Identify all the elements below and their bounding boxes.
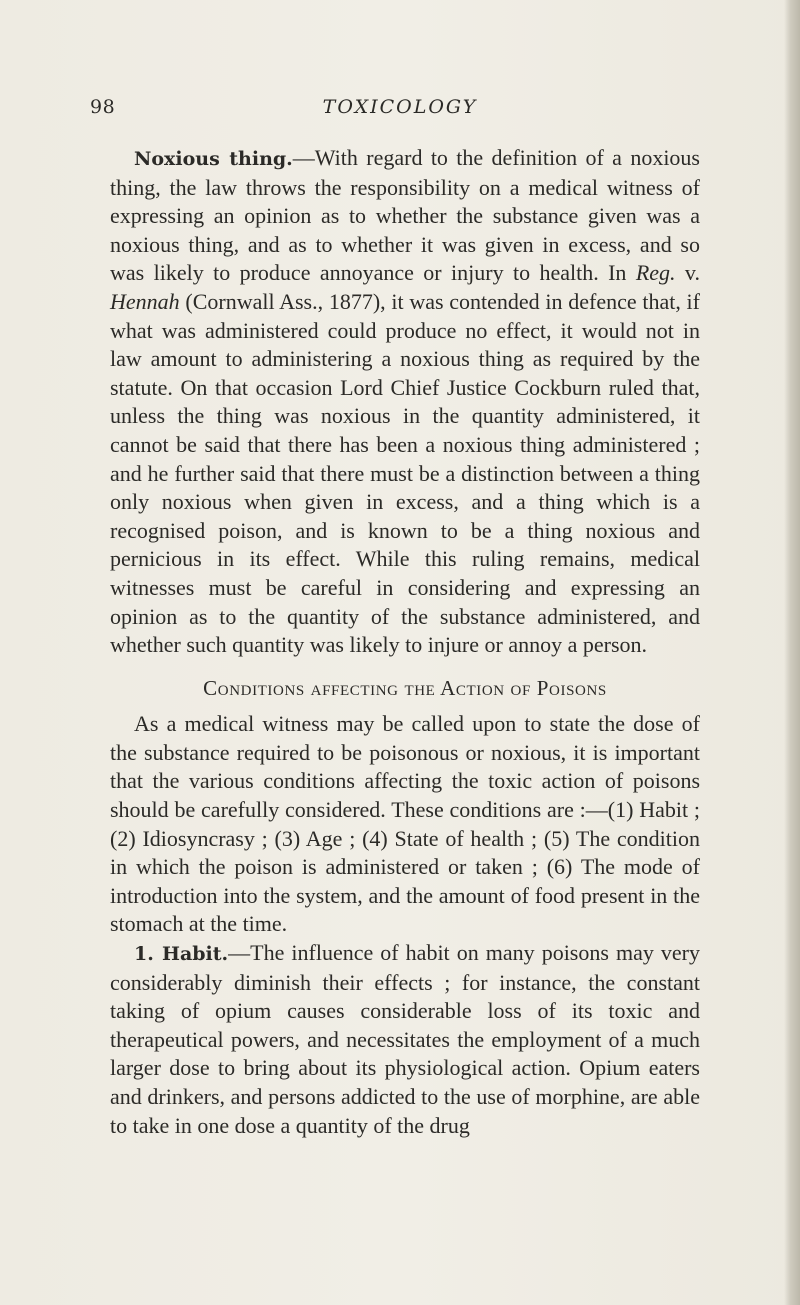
section-heading: Conditions affecting the Action of Poisons [203, 675, 607, 700]
case-name: Hennah [110, 288, 180, 314]
page-number: 98 [90, 96, 116, 118]
paragraph-conditions: As a medical witness may be called upon to state the dose of the substance required to be poisonous or noxious, it is important that the various conditions affecting the toxic action of poisons should be carefully considered. These conditions are :—(1) Habit ; (2) Idiosyncrasy ; (3) Age ; (4) State of health ; (5) The condition in which the poison is administered or taken ; (6) The mode of introduction into the system, and the amount of food present in the stomach at the time. [110, 711, 700, 937]
paragraph-habit [110, 939, 700, 1140]
page-edge-shadow [784, 0, 800, 1305]
case-name: Reg. [635, 260, 676, 286]
run-in-heading: Noxious thing. [134, 148, 293, 170]
body-text [110, 144, 700, 1140]
paragraph-noxious-thing [110, 144, 700, 660]
paragraph-text: —With regard to the definition of a noxious thing, the law throws the responsibility on a medical witness of expressing an opinion as to whether the substance given was a noxious thing, and as to whether it was given in excess, and so was likely to produce annoyance or injury to health. In [110, 145, 700, 286]
page-header [0, 96, 800, 126]
paragraph-text: —The influence of habit on many poisons may very considerably diminish their effects ; for instance, the constant taking of opium causes considerable loss of its toxic and therapeutical powers, and necessitates the employment of a much larger dose to bring about its physiological action. Opium eaters and drinkers, and persons addicted to the use of morphine, are able to take in one dose a quantity of the drug [110, 940, 700, 1138]
run-in-heading: 1. Habit. [134, 943, 229, 966]
paragraph-text: (Cornwall Ass., 1877), it was contended in defence that, if what was administered could produce no effect, it would not in law amount to administering a noxious thing as required by the statute. On that occasion Lord Chief Justice Cockburn ruled that, unless the thing was noxious in the quantity administered, it cannot be said that there has been a noxious thing administered ; and he further said that there must be a distinction between a thing only noxious when given in excess, and a thing which is a recognised poison, and is known to be a thing noxious and pernicious in its effect. While this ruling remains, medical witnesses must be careful in considering and expressing an opinion as to the quantity of the substance administered, and whether such quantity was likely to injure or annoy a person. [110, 288, 700, 658]
paragraph-text: v. [675, 260, 700, 286]
running-head: TOXICOLOGY [322, 96, 478, 118]
